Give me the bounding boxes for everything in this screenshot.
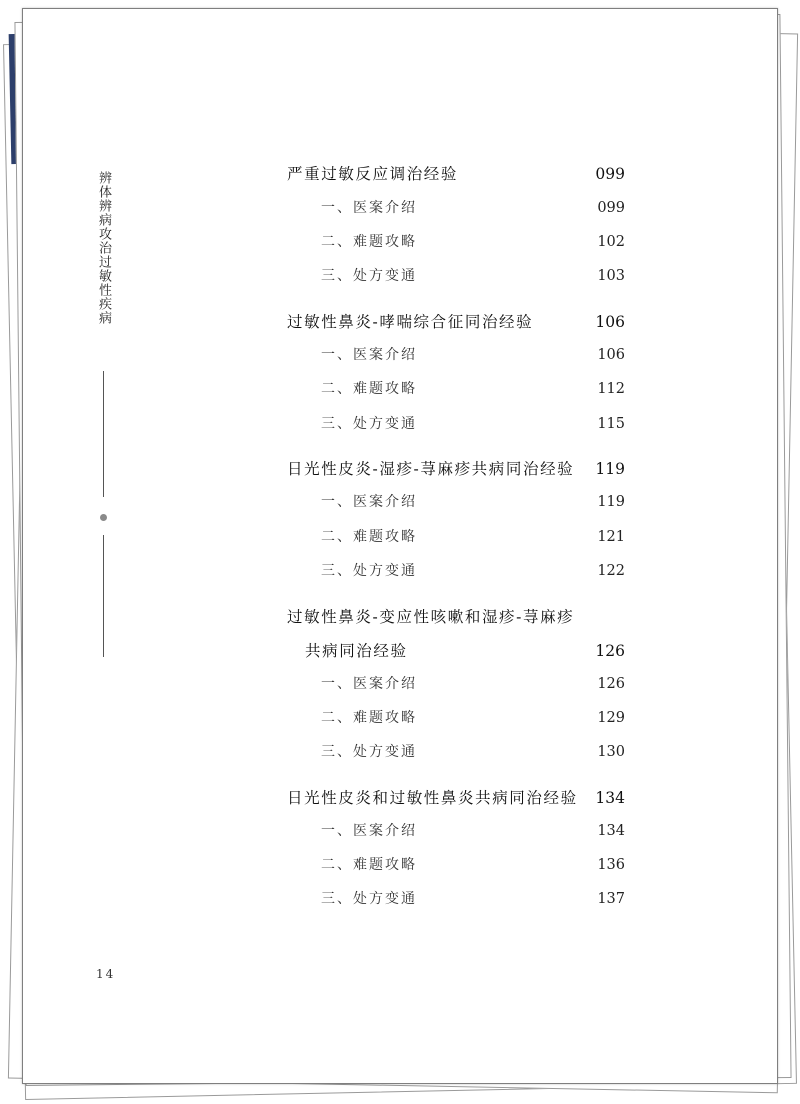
toc-entry[interactable] <box>23 343 777 367</box>
toc-entry[interactable] <box>23 377 777 401</box>
toc-chapter[interactable] <box>23 786 777 810</box>
chapter-page: 099 <box>595 165 625 183</box>
chapter-page: 134 <box>595 789 625 807</box>
entry-page: 115 <box>597 416 625 432</box>
entry-label: 二、难题攻略 <box>321 529 417 545</box>
entry-page: 106 <box>597 347 625 363</box>
entry-label: 二、难题攻略 <box>321 857 417 873</box>
chapter-title-line1: 过敏性鼻炎-变应性咳嗽和湿疹-荨麻疹 <box>287 608 575 626</box>
entry-label: 二、难题攻略 <box>321 234 417 250</box>
entry-label: 三、处方变通 <box>321 891 417 907</box>
chapter-title: 日光性皮炎和过敏性鼻炎共病同治经验 <box>287 789 578 807</box>
entry-page: 136 <box>597 857 625 873</box>
entry-label: 一、医案介绍 <box>321 494 417 510</box>
entry-label: 三、处方变通 <box>321 744 417 760</box>
book-page <box>22 8 778 1084</box>
toc-chapter-continuation[interactable] <box>23 639 777 663</box>
entry-label: 三、处方变通 <box>321 563 417 579</box>
entry-label: 一、医案介绍 <box>321 676 417 692</box>
toc-entry[interactable] <box>23 559 777 583</box>
entry-label: 三、处方变通 <box>321 268 417 284</box>
toc-entry[interactable] <box>23 525 777 549</box>
toc-entry[interactable] <box>23 887 777 911</box>
toc-entry[interactable] <box>23 490 777 514</box>
chapter-page: 119 <box>595 460 625 478</box>
page-number: 14 <box>96 967 116 981</box>
entry-page: 112 <box>597 381 625 397</box>
toc-entry[interactable] <box>23 230 777 254</box>
table-of-contents <box>23 9 777 1083</box>
entry-page: 129 <box>597 710 625 726</box>
running-title: 辨体辨病攻治过敏性疾病 <box>96 171 111 325</box>
entry-label: 一、医案介绍 <box>321 200 417 216</box>
entry-page: 126 <box>597 676 625 692</box>
chapter-page: 126 <box>595 642 625 660</box>
entry-page: 121 <box>597 529 625 545</box>
toc-entry[interactable] <box>23 196 777 220</box>
entry-page: 119 <box>597 494 625 510</box>
chapter-title: 严重过敏反应调治经验 <box>287 165 459 183</box>
chapter-title: 过敏性鼻炎-哮喘综合征同治经验 <box>287 313 534 331</box>
toc-chapter[interactable] <box>23 457 777 481</box>
entry-label: 一、医案介绍 <box>321 347 417 363</box>
entry-label: 三、处方变通 <box>321 416 417 432</box>
toc-entry[interactable] <box>23 264 777 288</box>
toc-entry[interactable] <box>23 706 777 730</box>
toc-entry[interactable] <box>23 853 777 877</box>
chapter-title-line2: 共病同治经验 <box>305 642 408 660</box>
toc-chapter[interactable] <box>23 605 777 629</box>
entry-page: 102 <box>597 234 625 250</box>
entry-page: 099 <box>597 200 625 216</box>
toc-chapter[interactable] <box>23 162 777 186</box>
toc-entry[interactable] <box>23 672 777 696</box>
entry-label: 二、难题攻略 <box>321 381 417 397</box>
entry-label: 二、难题攻略 <box>321 710 417 726</box>
entry-page: 137 <box>597 891 625 907</box>
chapter-title: 日光性皮炎-湿疹-荨麻疹共病同治经验 <box>287 460 575 478</box>
entry-page: 122 <box>597 563 625 579</box>
entry-page: 103 <box>597 268 625 284</box>
entry-page: 130 <box>597 744 625 760</box>
toc-chapter[interactable] <box>23 310 777 334</box>
toc-entry[interactable] <box>23 740 777 764</box>
toc-entry[interactable] <box>23 412 777 436</box>
entry-label: 一、医案介绍 <box>321 823 417 839</box>
chapter-page: 106 <box>595 313 625 331</box>
entry-page: 134 <box>597 823 625 839</box>
toc-entry[interactable] <box>23 819 777 843</box>
